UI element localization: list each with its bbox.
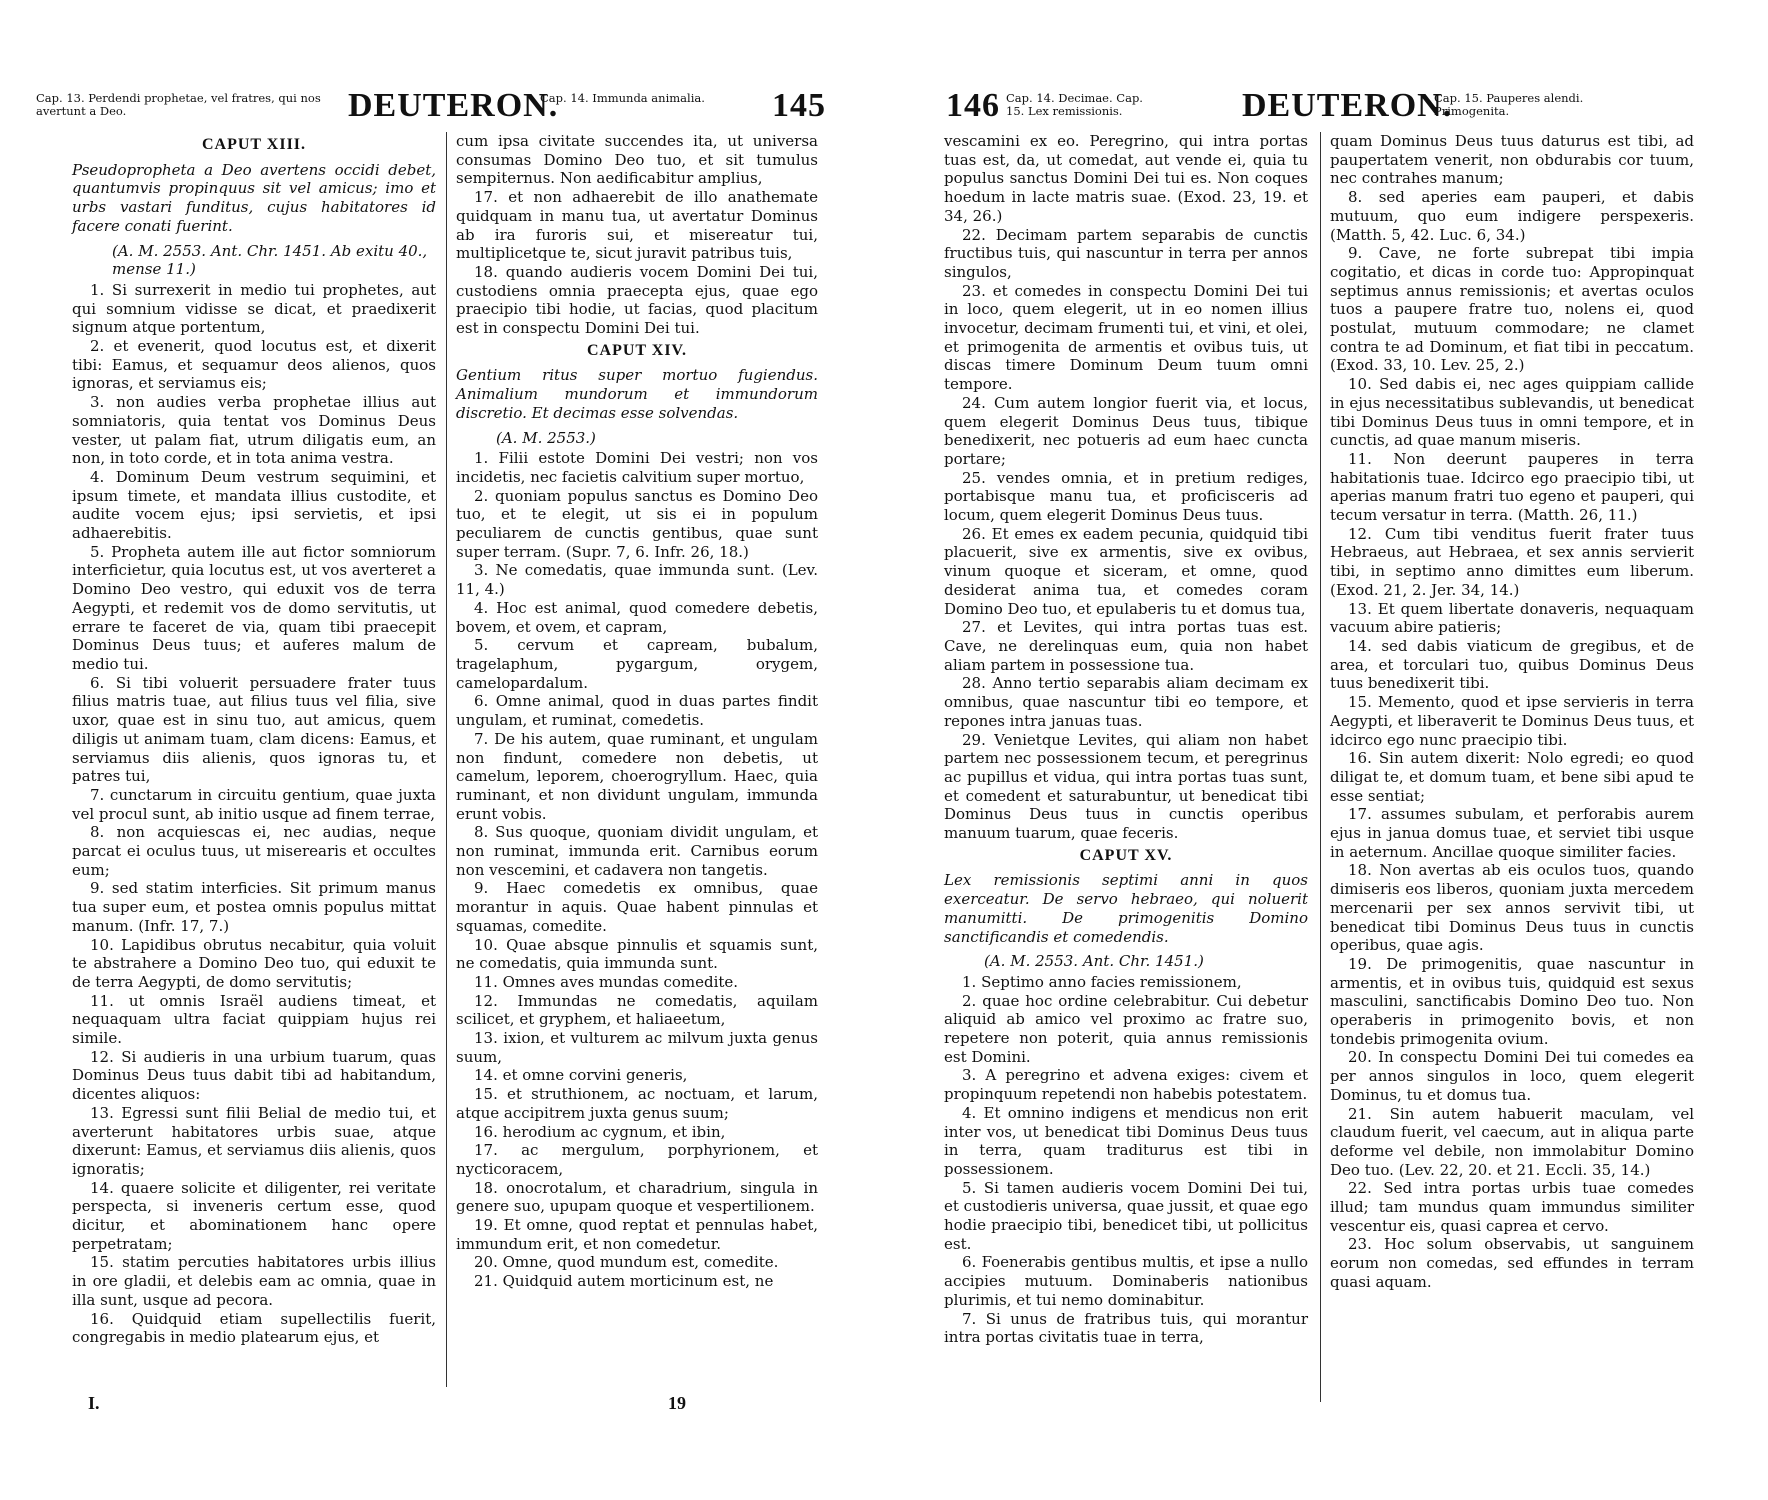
verse-paragraph: 13. Et quem libertate donaveris, nequaquam vacuum abire patieris; (1330, 599, 1694, 637)
left-header-right-note: Cap. 14. Immunda animalia. (540, 91, 705, 105)
verse-paragraph: 16. herodium ac cygnum, et ibin, (474, 1122, 726, 1141)
verse-paragraph: 2. et evenerit, quod locutus est, et dixerit tibi: Eamus, et sequamur deos alienos, quos ignoras, et serviamus eis; (72, 337, 436, 393)
verse-paragraph: 6. Si tibi voluerit persuadere frater tuus filius matris tuae, aut filius tuus vel filia, sive uxor, quae est in sinu tuo, aut amicus, quem diligis ut animam tuam, clam dicens: Eamus, et serviamus diis alienis, quos ignoras tu, et patres tui, (72, 673, 436, 786)
verse-paragraph: 17. ac mergulum, porphyrionem, et nycticoracem, (456, 1141, 818, 1178)
verse-paragraph: 12. Si audieris in una urbium tuarum, quas Dominus Deus tuus dabit tibi ad habitandum, dicentes aliquos: (72, 1047, 436, 1104)
verse-paragraph: 19. De primogenitis, quae nascuntur in armentis, et in ovibus tuis, quidquid est sexus masculini, sanctificabis Domino Deo tuo. Non operaberis in primogenito bovis, et non tondebis primogenita ovium. (1330, 954, 1694, 1048)
verse-paragraph: 16. Quidquid etiam supellectilis fuerit, congregabis in medio platearum ejus, et (72, 1309, 436, 1347)
signature-mark-left: I. (88, 1393, 100, 1413)
right-page (884, 0, 1768, 1500)
signature-mark-center: 19 (668, 1393, 686, 1413)
verse-paragraph: 5. Propheta autem ille aut fictor somniorum interficietur, quia locutus est, ut vos averteret a Domino Deo vestro, qui eduxit vos de terra Aegypti, et redemit vos de domo servitutis, ut errare te faceret de via, quam tibi praecepit Dominus Deus tuus; et auferes malum de medio tui. (72, 542, 436, 673)
verse-paragraph: 18. quando audieris vocem Domini Dei tui, custodiens omnia praecepta ejus, quae ego praecipio tibi hodie, ut facias, quod placitum est in conspectu Domini Dei tui. (456, 262, 818, 338)
verse-paragraph: 8. sed aperies eam pauperi, et dabis mutuum, quo eum indigere perspexeris. (Matth. 5, 42. Luc. 6, 34.) (1330, 188, 1694, 244)
verse-paragraph: 15. et struthionem, ac noctuam, et larum, atque accipitrem juxta genus suum; (456, 1085, 818, 1122)
chapter-summary: Pseudopropheta a Deo avertens occidi debet, quantumvis propinquus sit vel amicus; imo et urbs vastari funditus, cujus habitatores id facere conati fuerint. (72, 160, 436, 235)
chapter-date: (A. M. 2553. Ant. Chr. 1451. Ab exitu 40., mense 11.) (112, 241, 428, 279)
verse-paragraph: 13. Egressi sunt filii Belial de medio tui, et averterunt habitatores urbis suae, atque dixerunt: Eamus, et serviamus diis alienis, quos ignoratis; (72, 1103, 436, 1178)
continued-paragraph: quam Dominus Deus tuus daturus est tibi, ad paupertatem venerit, non obdurabis cor tuum, nec contrahes manum; (1330, 132, 1694, 188)
continued-paragraph: cum ipsa civitate succendes ita, ut universa consumas Domino Deo tuo, et sit tumulus sempiternus. Non aedificabitur amplius, (456, 132, 818, 188)
verse-paragraph: 15. statim percuties habitatores urbis illius in ore gladii, et delebis eam ac omnia, quae in illa sunt, usque ad pecora. (72, 1253, 436, 1309)
chapter-heading: CAPUT XIII. (201, 136, 307, 153)
verse-paragraph: 7. De his autem, quae ruminant, et ungulam non findunt, comedere non debetis, ut camelum, leporem, choerogryllum. Haec, quia ruminant, et non dividunt ungulam, immunda erunt vobis. (456, 729, 818, 823)
right-header-note: Cap. 14. Decimae. Cap. 15. Lex remissionis. (1006, 91, 1143, 118)
left-header-title: DEUTERON. (348, 87, 559, 124)
verse-paragraph: 4. Dominum Deum vestrum sequimini, et ipsum timete, et mandata illius custodite, et audite vocem ejus; ipsi servietis, et ipsi adhaerebitis. (72, 467, 436, 543)
right-running-header (884, 86, 1768, 126)
verse-paragraph: 18. Non avertas ab eis oculos tuos, quando dimiseris eos liberos, quoniam juxta mercedem mercenarii per sex annos servivit tibi, ut benedicat tibi Dominus Deus tuus in cunctis operibus, quae agis. (1330, 861, 1694, 955)
verse-paragraph: 2. quoniam populus sanctus es Domino Deo tuo, et te elegit, ut sis ei in populum peculiarem de cunctis gentibus, quae sunt super terram. (Supr. 7, 6. Infr. 26, 18.) (456, 486, 818, 561)
verse-paragraph: 18. onocrotalum, et charadrium, singula in genere suo, upupam quoque et vespertilionem. (456, 1178, 818, 1216)
verse-paragraph: 29. Venietque Levites, qui aliam non habet partem nec possessionem tecum, et peregrinus ac pupillus et vidua, qui intra portas tuas sunt, et comedent et saturabuntur, ut benedicat tibi Dominus Deus tuus in cunctis operibus manuum tuarum, quae feceris. (944, 730, 1308, 843)
verse-paragraph: 9. sed statim interficies. Sit primum manus tua super eum, et postea omnis populus mittat manum. (Infr. 17, 7.) (72, 879, 436, 935)
chapter-summary: Lex remissionis septimi anni in quos exerceatur. De servo hebraeo, qui noluerit manumitti. De primogenitis Domino sanctificandis et comedendis. (944, 871, 1308, 946)
verse-paragraph: 22. Sed intra portas urbis tuae comedes illud; tam mundus quam immundus similiter vescentur eis, quasi caprea et cervo. (1330, 1179, 1694, 1235)
right-column-1 (944, 132, 1308, 1347)
right-column-2 (1330, 132, 1694, 1292)
verse-paragraph: 11. Non deerunt pauperes in terra habitationis tuae. Idcirco ego praecipio tibi, ut aperias manum fratri tuo egeno et pauperi, qui tecum versatur in terra. (Matth. 26, 11.) (1330, 449, 1694, 525)
verse-paragraph: 8. non acquiescas ei, nec audias, neque parcat ei oculus tuus, ut miserearis et occultes eum; (72, 823, 436, 879)
chapter-heading: CAPUT XV. (1079, 846, 1173, 864)
verse-paragraph: 24. Cum autem longior fuerit via, et locus, quem elegerit Dominus Deus tuus, tibique benedixerit, nec potueris ad eum haec cuncta portare; (944, 393, 1308, 468)
verse-paragraph: 20. In conspectu Domini Dei tui comedes ea per annos singulos in loco, quem elegerit Dominus, tu et domus tua. (1330, 1048, 1694, 1104)
verse-paragraph: 1. Filii estote Domini Dei vestri; non vos incidetis, nec facietis calvitium super mortuo, (456, 449, 818, 486)
verse-paragraph: 19. Et omne, quod reptat et pennulas habet, immundum erit, et non comedetur. (456, 1216, 818, 1253)
verse-paragraph: 14. et omne corvini generis, (474, 1066, 688, 1085)
verse-paragraph: 10. Quae absque pinnulis et squamis sunt, ne comedatis, quia immunda sunt. (456, 935, 818, 973)
verse-paragraph: 7. cunctarum in circuitu gentium, quae juxta vel procul sunt, ab initio usque ad finem terrae, (72, 785, 436, 823)
verse-paragraph: 7. Si unus de fratribus tuis, qui morantur intra portas civitatis tuae in terra, (944, 1309, 1308, 1347)
verse-paragraph: 5. Si tamen audieris vocem Domini Dei tui, et custodieris universa, quae jussit, et quae ego hodie praecipio tibi, benedicet tibi, ut pollicitus est. (944, 1178, 1308, 1253)
verse-paragraph: 10. Sed dabis ei, nec ages quippiam callide in ejus necessitatibus sublevandis, ut benedicat tibi Dominus Deus tuus in omni tempore, et in cunctis, ad quae manum miseris. (1330, 375, 1694, 450)
verse-paragraph: 17. assumes subulam, et perforabis aurem ejus in janua domus tuae, et serviet tibi usque in aeternum. Ancillae quoque similiter facies. (1330, 805, 1694, 861)
chapter-heading: CAPUT XIV. (586, 341, 688, 359)
verse-paragraph: 4. Et omnino indigens et mendicus non erit inter vos, ut benedicat tibi Dominus Deus tuus in terra, quam traditurus est tibi in possessionem. (944, 1103, 1308, 1178)
left-running-header (0, 86, 884, 126)
verse-paragraph: 23. et comedes in conspectu Domini Dei tui in loco, quem elegerit, ut in eo nomen illius invocetur, decimam frumenti tui, et vini, et olei, et primogenita de armentis et ovibus tuis, ut discas timere Dominum Deum tuum omni tempore. (944, 281, 1308, 394)
verse-paragraph: 15. Memento, quod et ipse servieris in terra Aegypti, et liberaverit te Dominus Deus tuus, et idcirco ego nunc praecipio tibi. (1330, 693, 1694, 749)
left-column-rule (446, 132, 447, 1387)
chapter-date: (A. M. 2553. Ant. Chr. 1451.) (984, 952, 1204, 971)
continued-paragraph: vescamini ex eo. Peregrino, qui intra portas tuas est, da, ut comedat, aut vende ei, quia tu populus sanctus Domini Dei tui es. Non coques hoedum in lacte matris suae. (Exod. 23, 19. et 34, 26.) (944, 132, 1308, 225)
left-column-2 (456, 132, 818, 1291)
verse-paragraph: 25. vendes omnia, et in pretium rediges, portabisque manu tua, et proficisceris ad locum, quem elegerit Dominus Deus tuus. (944, 468, 1308, 525)
verse-paragraph: 9. Cave, ne forte subrepat tibi impia cogitatio, et dicas in corde tuo: Appropinquat septimus annus remissionis; et avertas oculos tuos a paupere fratre tuo, nolens ei, quod postulat, mutuum commodare; ne clamet contra te ad Dominum, et fiat tibi in peccatum. (Exod. 33, 10. Lev. 25, 2.) (1330, 244, 1694, 375)
verse-paragraph: 20. Omne, quod mundum est, comedite. (474, 1253, 779, 1272)
chapter-summary: Gentium ritus super mortuo fugiendus. Animalium mundorum et immundorum discretio. Et decimas esse solvendas. (456, 366, 818, 422)
verse-paragraph: 3. A peregrino et advena exiges: civem et propinquum repetendi non habebis potestatem. (944, 1066, 1308, 1104)
verse-paragraph: 21. Quidquid autem morticinum est, ne (474, 1272, 774, 1291)
verse-paragraph: 1. Si surrexerit in medio tui prophetes, aut qui somnium vidisse se dicat, et praedixerit signum atque portentum, (72, 280, 436, 337)
verse-paragraph: 21. Sin autem habuerit maculam, vel claudum fuerit, vel caecum, aut in aliqua parte deforme vel debile, non immolabitur Domino Deo tuo. (Lev. 22, 20. et 21. Eccli. 35, 14.) (1330, 1104, 1694, 1179)
verse-paragraph: 1. Septimo anno facies remissionem, (962, 972, 1242, 991)
verse-paragraph: 6. Omne animal, quod in duas partes findit ungulam, et ruminat, comedetis. (456, 692, 818, 730)
right-header-title: DEUTERON. (1242, 87, 1453, 124)
left-page-number: 145 (772, 87, 826, 124)
verse-paragraph: 14. quaere solicite et diligenter, rei veritate perspecta, si inveneris certum esse, quod dicitur, et abominationem hanc opere perpetratam; (72, 1178, 436, 1253)
verse-paragraph: 14. sed dabis viaticum de gregibus, et de area, et torculari tuo, quibus Dominus Deus tuus benedixerit tibi. (1330, 636, 1694, 693)
verse-paragraph: 9. Haec comedetis ex omnibus, quae morantur in aquis. Quae habent pinnulas et squamas, comedite. (456, 879, 818, 935)
verse-paragraph: 11. Omnes aves mundas comedite. (474, 972, 739, 991)
verse-paragraph: 23. Hoc solum observabis, ut sanguinem eorum non comedas, sed effundes in terram quasi aquam. (1330, 1235, 1694, 1291)
verse-paragraph: 26. Et emes ex eadem pecunia, quidquid tibi placuerit, sive ex armentis, sive ex ovibus, vinum quoque et siceram, et omne, quod desiderat anima tua, et comedes coram Domino Deo tuo, et epulaberis tu et domus tua, (944, 524, 1308, 618)
left-header-note: Cap. 13. Perdendi prophetae, vel fratres, qui nos avertunt a Deo. (36, 91, 321, 118)
verse-paragraph: 28. Anno tertio separabis aliam decimam ex omnibus, quae nascuntur tibi eo tempore, et repones intra januas tuas. (944, 674, 1308, 730)
verse-paragraph: 2. quae hoc ordine celebrabitur. Cui debetur aliquid ab amico vel proximo ac fratre suo, repetere non poterit, quia annus remissionis est Domini. (944, 991, 1308, 1066)
verse-paragraph: 3. Ne comedatis, quae immunda sunt. (Lev. 11, 4.) (456, 561, 818, 599)
verse-paragraph: 13. ixion, et vulturem ac milvum juxta genus suum, (456, 1029, 818, 1066)
verse-paragraph: 27. et Levites, qui intra portas tuas est. Cave, ne derelinquas eum, quia non habet aliam partem in possessione tua. (944, 618, 1308, 674)
verse-paragraph: 3. non audies verba prophetae illius aut somniatoris, quia tentat vos Dominus Deus vester, ut palam fiat, utrum diligatis eum, an non, in toto corde, et in tota anima vestra. (72, 393, 436, 468)
verse-paragraph: 17. et non adhaerebit de illo anathemate quidquam in manu tua, ut avertatur Dominus ab ira furoris sui, et misereatur tui, multiplicetque te, sicut juravit patribus tuis, (456, 188, 818, 263)
right-header-right-note: Cap. 15. Pauperes alendi. Primogenita. (1434, 91, 1584, 118)
verse-paragraph: 8. Sus quoque, quoniam dividit ungulam, et non ruminat, immunda erit. Carnibus eorum non vescemini, et cadavera non tangetis. (456, 823, 818, 879)
verse-paragraph: 6. Foenerabis gentibus multis, et ipse a nullo accipies mutuum. Dominaberis nationibus plurimis, et tui nemo dominabitur. (944, 1253, 1308, 1309)
left-column-1 (72, 132, 436, 1347)
verse-paragraph: 11. ut omnis Israël audiens timeat, et nequaquam ultra faciat quippiam hujus rei simile. (72, 991, 436, 1048)
verse-paragraph: 22. Decimam partem separabis de cunctis fructibus tuis, qui nascuntur in terra per annos singulos, (944, 225, 1308, 281)
verse-paragraph: 4. Hoc est animal, quod comedere debetis, bovem, et ovem, et capram, (456, 598, 818, 636)
verse-paragraph: 5. cervum et capream, bubalum, tragelaphum, pygargum, orygem, camelopardalum. (456, 636, 818, 692)
verse-paragraph: 12. Immundas ne comedatis, aquilam scilicet, et gryphem, et haliaeetum, (456, 991, 818, 1029)
right-page-number: 146 (946, 87, 1000, 124)
chapter-date: (A. M. 2553.) (496, 428, 596, 447)
right-column-rule (1320, 132, 1321, 1402)
verse-paragraph: 10. Lapidibus obrutus necabitur, quia voluit te abstrahere a Domino Deo tuo, qui eduxit te de terra Aegypti, de domo servitutis; (72, 935, 436, 991)
verse-paragraph: 12. Cum tibi venditus fuerit frater tuus Hebraeus, aut Hebraea, et sex annis servierit tibi, in septimo anno dimittes eum liberum. (Exod. 21, 2. Jer. 34, 14.) (1330, 524, 1694, 599)
verse-paragraph: 16. Sin autem dixerit: Nolo egredi; eo quod diligat te, et domum tuam, et bene sibi apud te esse sentiat; (1330, 749, 1694, 805)
